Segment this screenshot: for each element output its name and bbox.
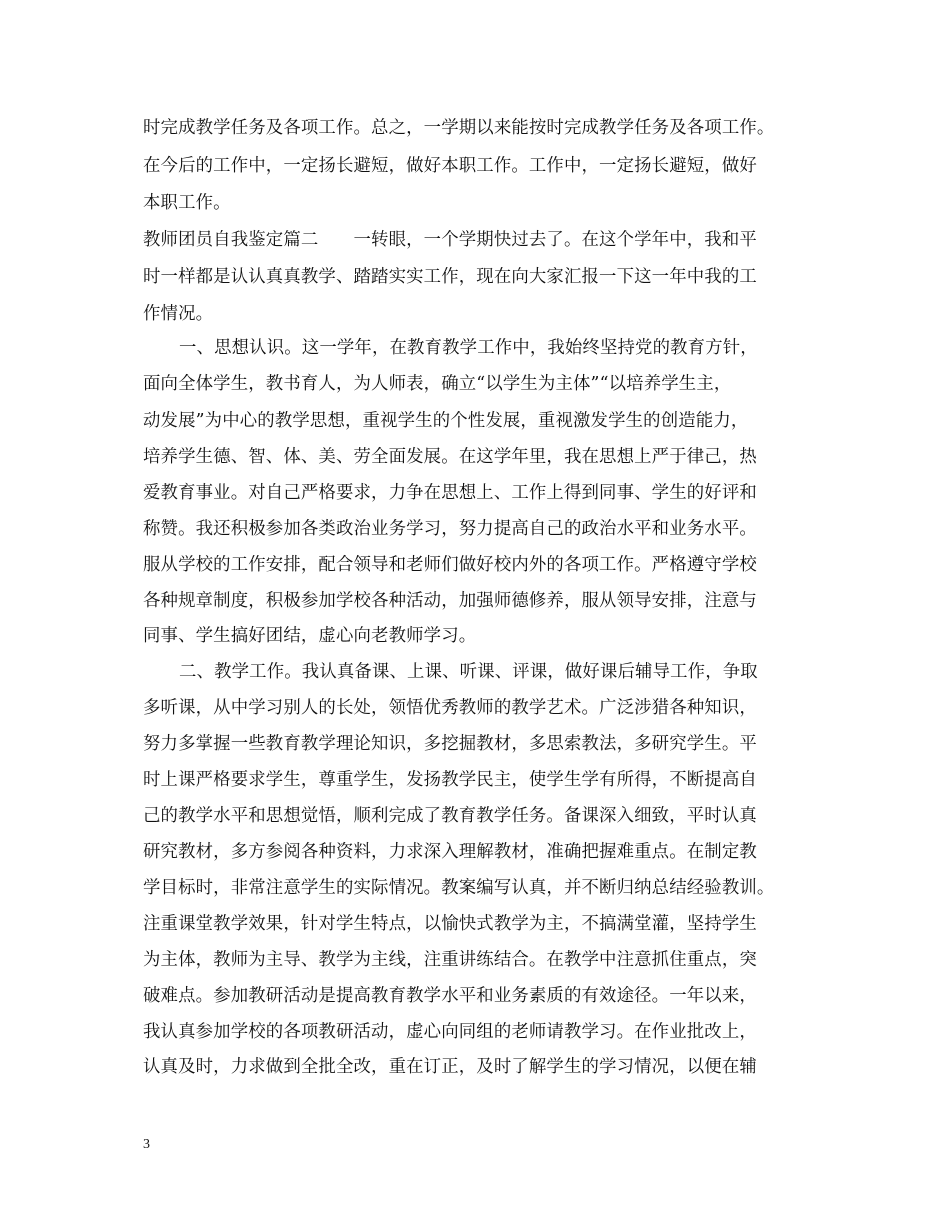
- paragraph-start-line: 一、思想认识。这一学年，在教育教学工作中，我始终坚持党的教育方针，: [179, 338, 758, 358]
- text-line: 学目标时，非常注意学生的实际情况。教案编写认真，并不断归纳总结经验教训。: [143, 878, 775, 898]
- text-line: 注重课堂教学效果，针对学生特点，以愉快式教学为主，不搞满堂灌，坚持学生: [143, 914, 757, 934]
- text-line: 服从学校的工作安排，配合领导和老师们做好校内外的各项工作。严格遵守学校: [143, 555, 757, 575]
- text-line: 破难点。参加教研活动是提高教育教学水平和业务素质的有效途径。一年以来，: [143, 986, 757, 1006]
- text-line: 时上课严格要求学生，尊重学生，发扬教学民主，使学生学有所得，不断提高自: [143, 770, 757, 790]
- text-line: 同事、学生搞好团结，虚心向老教师学习。: [143, 626, 477, 646]
- text-line: 称赞。我还积极参加各类政治业务学习，努力提高自己的政治水平和业务水平。: [143, 519, 757, 539]
- text-line: 面向全体学生，教书育人，为人师表，确立“以学生为主体”“以培养学生主，: [143, 374, 732, 394]
- page-number: 3: [143, 1137, 150, 1152]
- text-line: 为主体，教师为主导、教学为主线，注重讲练结合。在教学中注意抓住重点，突: [143, 950, 757, 970]
- text-line: 爱教育事业。对自己严格要求，力争在思想上、工作上得到同事、学生的好评和: [143, 483, 757, 503]
- text-line: 时完成教学任务及各项工作。总之，一学期以来能按时完成教学任务及各项工作。: [143, 118, 775, 138]
- text-line: 作情况。: [143, 304, 214, 324]
- text-line: 己的教学水平和思想觉悟，顺利完成了教育教学任务。备课深入细致，平时认真: [143, 806, 757, 826]
- text-line: 我认真参加学校的各项教研活动，虚心向同组的老师请教学习。在作业批改上，: [143, 1022, 757, 1042]
- text-line: 本职工作。: [143, 193, 231, 213]
- text-line: 多听课，从中学习别人的长处，领悟优秀教师的教学艺术。广泛涉猎各种知识，: [143, 698, 757, 718]
- text-line: 动发展”为中心的教学思想，重视学生的个性发展，重视激发学生的创造能力，: [143, 411, 749, 431]
- text-line: 认真及时，力求做到全批全改，重在订正，及时了解学生的学习情况，以便在辅: [143, 1057, 757, 1077]
- paragraph-start-line: 二、教学工作。我认真备课、上课、听课、评课，做好课后辅导工作，争取: [179, 662, 758, 682]
- text-line: 在今后的工作中，一定扬长避短，做好本职工作。工作中，一定扬长避短，做好: [143, 156, 757, 176]
- text-line: 各种规章制度，积极参加学校各种活动，加强师德修养，服从领导安排，注意与: [143, 591, 757, 611]
- text-line: 研究教材，多方参阅各种资料，力求深入理解教材，准确把握难重点。在制定教: [143, 842, 757, 862]
- text-line: 努力多掌握一些教育教学理论知识，多挖掘教材，多思索教法，多研究学生。平: [143, 734, 757, 754]
- section-heading-line: 教师团员自我鉴定篇二 一转眼，一个学期快过去了。在这个学年中，我和平: [143, 230, 757, 250]
- text-line: 时一样都是认认真真教学、踏踏实实工作，现在向大家汇报一下这一年中我的工: [143, 267, 757, 287]
- text-line: 培养学生德、智、体、美、劳全面发展。在这学年里，我在思想上严于律己，热: [143, 447, 757, 467]
